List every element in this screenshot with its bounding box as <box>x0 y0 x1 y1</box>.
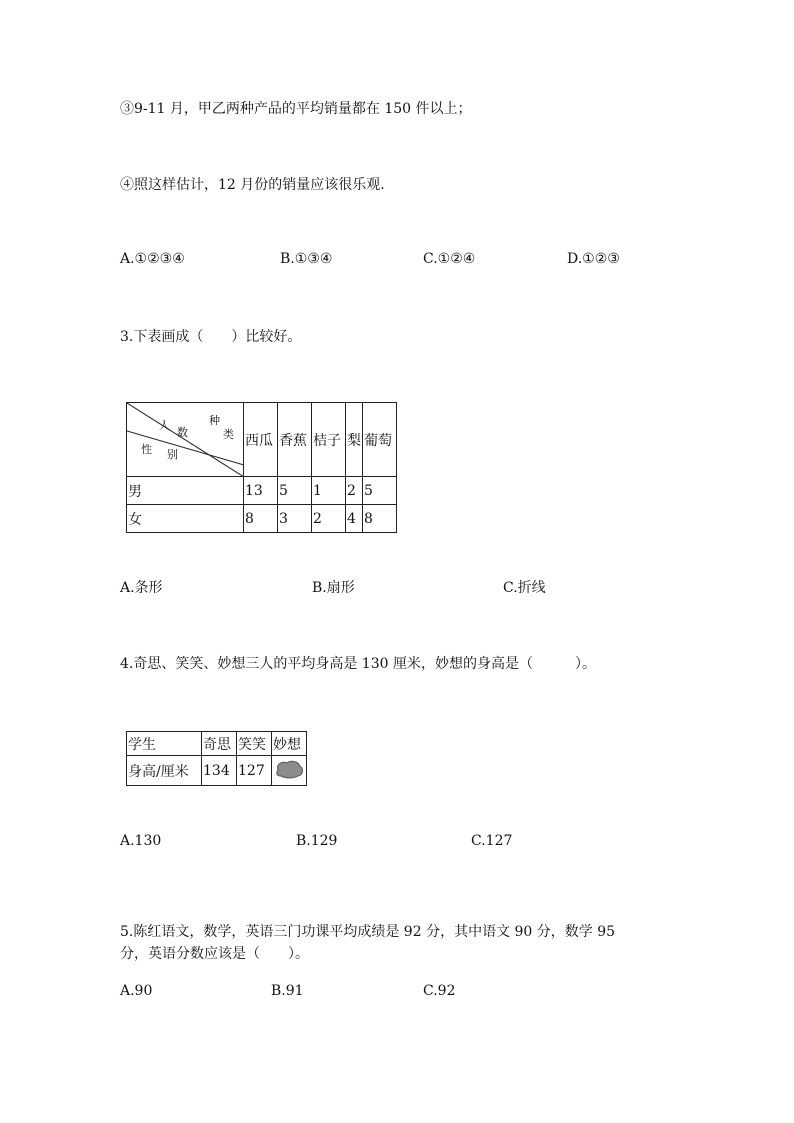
corner-label: 性 <box>141 443 152 456</box>
row-label: 学生 <box>127 732 202 756</box>
q4-option-a[interactable]: A.130 <box>120 833 162 849</box>
q5-option-a[interactable]: A.90 <box>120 983 153 999</box>
statement-3: ③9-11 月，甲乙两种产品的平均销量都在 150 件以上； <box>120 101 472 117</box>
q4-option-c[interactable]: C.127 <box>471 833 513 849</box>
table-cell: 2 <box>346 477 363 505</box>
q5-option-c[interactable]: C.92 <box>423 983 456 999</box>
table-row <box>127 756 307 786</box>
q3-question: 3.下表画成（ ）比较好。 <box>120 329 302 345</box>
q3-option-c[interactable]: C.折线 <box>503 580 546 596</box>
q2-option-c[interactable]: C.①②④ <box>423 251 476 267</box>
column-header: 妙想 <box>272 732 307 756</box>
table-row <box>127 477 397 505</box>
q4-question: 4.奇思、笑笑、妙想三人的平均身高是 130 厘米，妙想的身高是（ ）。 <box>120 656 596 672</box>
table-row <box>127 505 397 533</box>
q5-option-b[interactable]: B.91 <box>271 983 304 999</box>
table-cell: 2 <box>312 505 346 533</box>
column-header: 梨 <box>346 403 363 477</box>
q3-option-a[interactable]: A.条形 <box>120 580 163 596</box>
ink-blot-icon <box>273 758 305 780</box>
table-cell: 127 <box>237 756 272 786</box>
column-header: 桔子 <box>312 403 346 477</box>
q5-question-line-1: 5.陈红语文，数学，英语三门功课平均成绩是 92 分，其中语文 90 分，数学 95 <box>120 924 616 940</box>
q2-option-b[interactable]: B.①③④ <box>280 251 333 267</box>
corner-label: 人 <box>159 419 170 432</box>
table-cell: 134 <box>202 756 237 786</box>
table-cell: 1 <box>312 477 346 505</box>
row-label: 女 <box>127 505 244 533</box>
fruit-table <box>126 402 397 533</box>
q2-option-d[interactable]: D.①②③ <box>567 251 620 267</box>
column-header: 奇思 <box>202 732 237 756</box>
table-cell: 3 <box>278 505 312 533</box>
column-header: 西瓜 <box>244 403 278 477</box>
table-cell: 5 <box>278 477 312 505</box>
table-cell: 8 <box>363 505 397 533</box>
column-header: 葡萄 <box>363 403 397 477</box>
table-cell: 13 <box>244 477 278 505</box>
row-label: 身高/厘米 <box>127 756 202 786</box>
diagonal-header-cell <box>127 403 244 477</box>
q2-option-a[interactable]: A.①②③④ <box>120 251 185 267</box>
row-label: 男 <box>127 477 244 505</box>
q3-option-b[interactable]: B.扇形 <box>312 580 355 596</box>
column-header: 香蕉 <box>278 403 312 477</box>
corner-label: 别 <box>167 448 178 461</box>
corner-label: 数 <box>177 426 188 439</box>
column-header: 笑笑 <box>237 732 272 756</box>
corner-label: 种 <box>209 414 220 427</box>
corner-label: 类 <box>223 428 234 441</box>
table-row <box>127 732 307 756</box>
table-cell: 8 <box>244 505 278 533</box>
hidden-value-cell <box>272 756 307 786</box>
q5-question-line-2: 分，英语分数应该是（ ）。 <box>120 946 309 962</box>
table-cell: 4 <box>346 505 363 533</box>
q4-option-b[interactable]: B.129 <box>296 833 338 849</box>
table-cell: 5 <box>363 477 397 505</box>
statement-4: ④照这样估计，12 月份的销量应该很乐观. <box>120 177 385 193</box>
height-table <box>126 731 307 786</box>
